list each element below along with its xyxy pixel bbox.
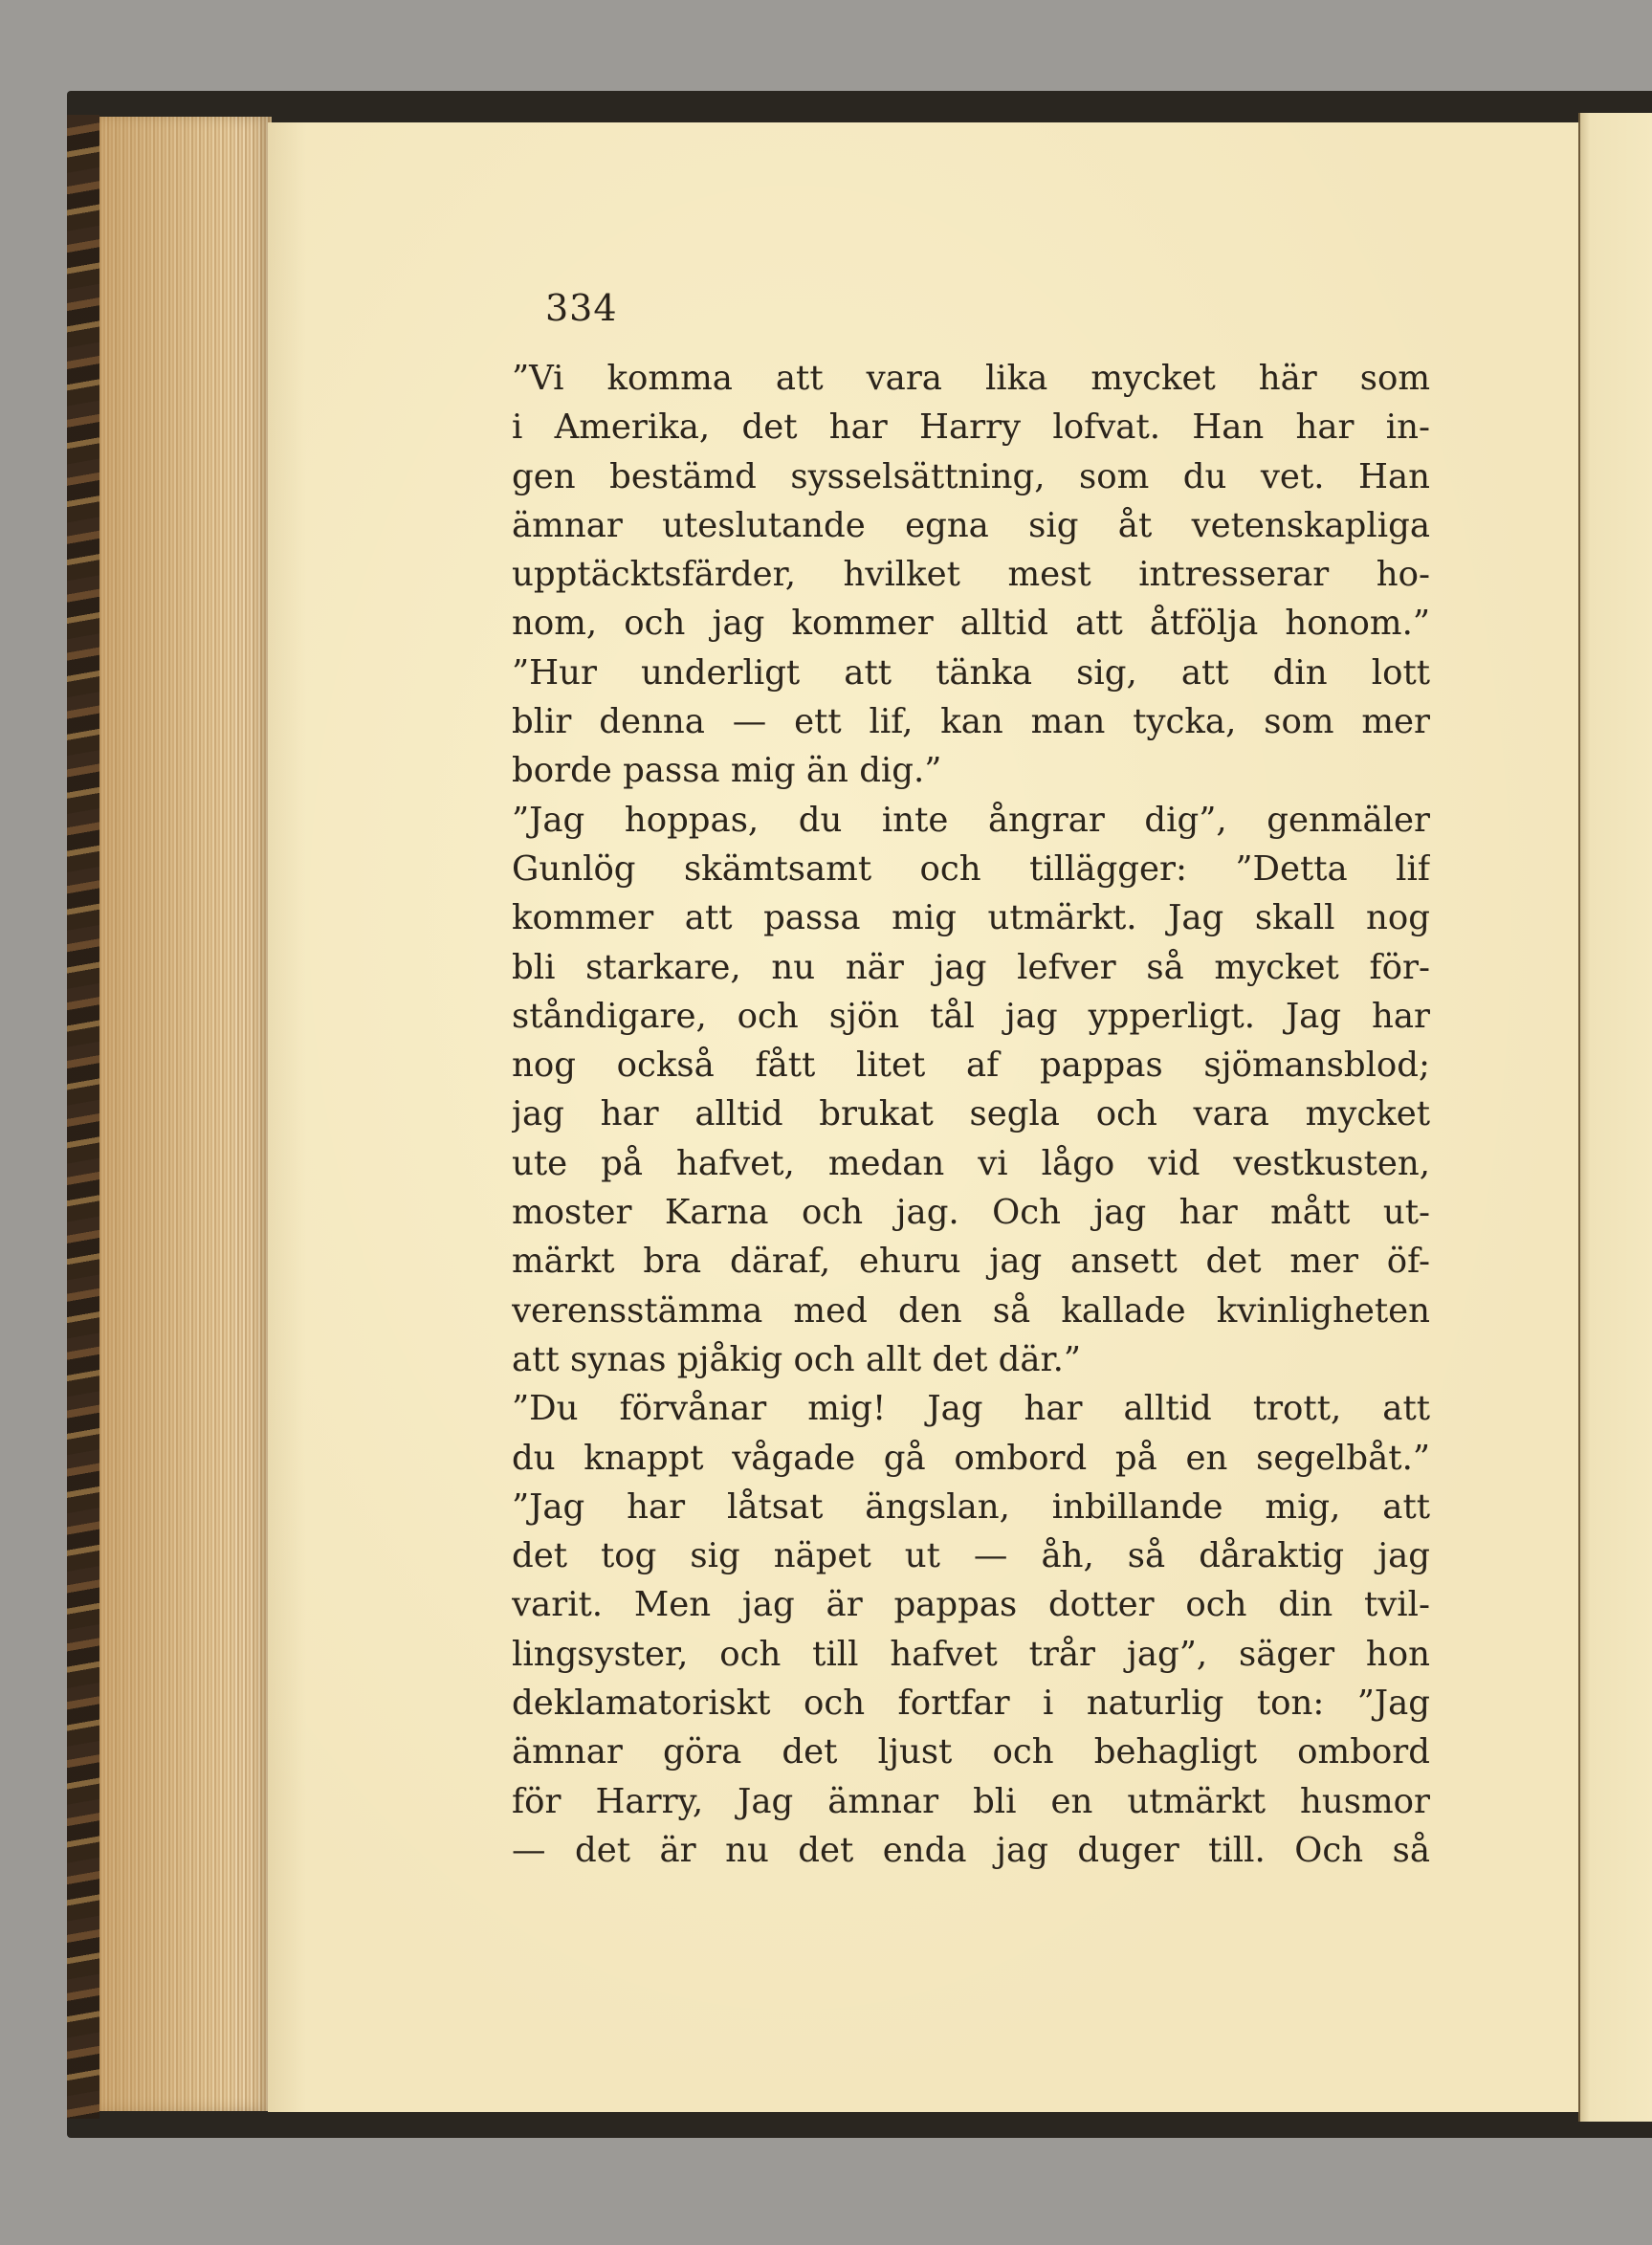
text-line: nog också fått litet af pappas sjömansblod; [512,1045,1430,1086]
body-text [512,354,1430,1875]
text-line: borde passa mig än dig.” [512,751,942,791]
text-line: gen bestämd sysselsättning, som du vet. Han [512,456,1430,496]
text-line: i Amerika, det har Harry lofvat. Han har in- [512,407,1430,448]
text-line: blir denna — ett lif, kan man tycka, som mer [512,702,1430,742]
text-line: att synas pjåkig och allt det där.” [512,1339,1082,1379]
text-line: ”Vi komma att vara lika mycket här som [512,359,1430,398]
text-line: verensstämma med den så kallade kvinligheten [512,1290,1430,1331]
text-line: ståndigare, och sjön tål jag ypperligt. Jag har [512,996,1430,1036]
text-line: du knappt vågade gå ombord på en segelbåt.” [512,1438,1430,1478]
text-line: för Harry, Jag ämnar bli en utmärkt husmor [512,1781,1430,1821]
text-line: lingsyster, och till hafvet trår jag”, säger hon [512,1634,1430,1674]
text-line: ”Jag har låtsat ängslan, inbillande mig, att [512,1486,1430,1527]
text-line: det tog sig näpet ut — åh, så dåraktig jag [512,1536,1430,1576]
text-line: upptäcktsfärder, hvilket mest intresserar ho- [512,555,1430,595]
facing-page-edge [1578,113,1652,2122]
text-line: moster Karna och jag. Och jag har mått ut- [512,1193,1430,1233]
text-line: Gunlög skämtsamt och tillägger: ”Detta lif [512,848,1430,889]
text-line: varit. Men jag är pappas dotter och din tvil- [512,1585,1430,1625]
text-line: ”Du förvånar mig! Jag har alltid trott, att [512,1389,1430,1429]
page-edge-gilt [99,117,233,2111]
page-edges [99,117,272,2111]
page-number: 334 [545,287,618,329]
text-line: bli starkare, nu när jag lefver så mycket för- [512,947,1430,987]
text-line: ”Hur underligt att tänka sig, att din lott [512,652,1430,693]
marbled-spine [67,115,99,2119]
text-line: ”Jag hoppas, du inte ångrar dig”, genmäler [512,800,1430,840]
text-line: märkt bra däraf, ehuru jag ansett det mer öf- [512,1242,1430,1282]
text-line: — det är nu det enda jag duger till. Och så [512,1830,1430,1870]
text-line: deklamatoriskt och fortfar i naturlig ton: ”Jag [512,1684,1430,1724]
text-line: jag har alltid brukat segla och vara mycket [512,1094,1430,1134]
text-line: ämnar uteslutande egna sig åt vetenskapliga [512,505,1430,545]
text-line: ute på hafvet, medan vi lågo vid vestkusten, [512,1143,1430,1183]
text-line: nom, och jag kommer alltid att åtfölja honom.” [512,604,1430,644]
text-line: ämnar göra det ljust och behagligt ombord [512,1732,1430,1772]
text-line: kommer att passa mig utmärkt. Jag skall nog [512,898,1430,938]
